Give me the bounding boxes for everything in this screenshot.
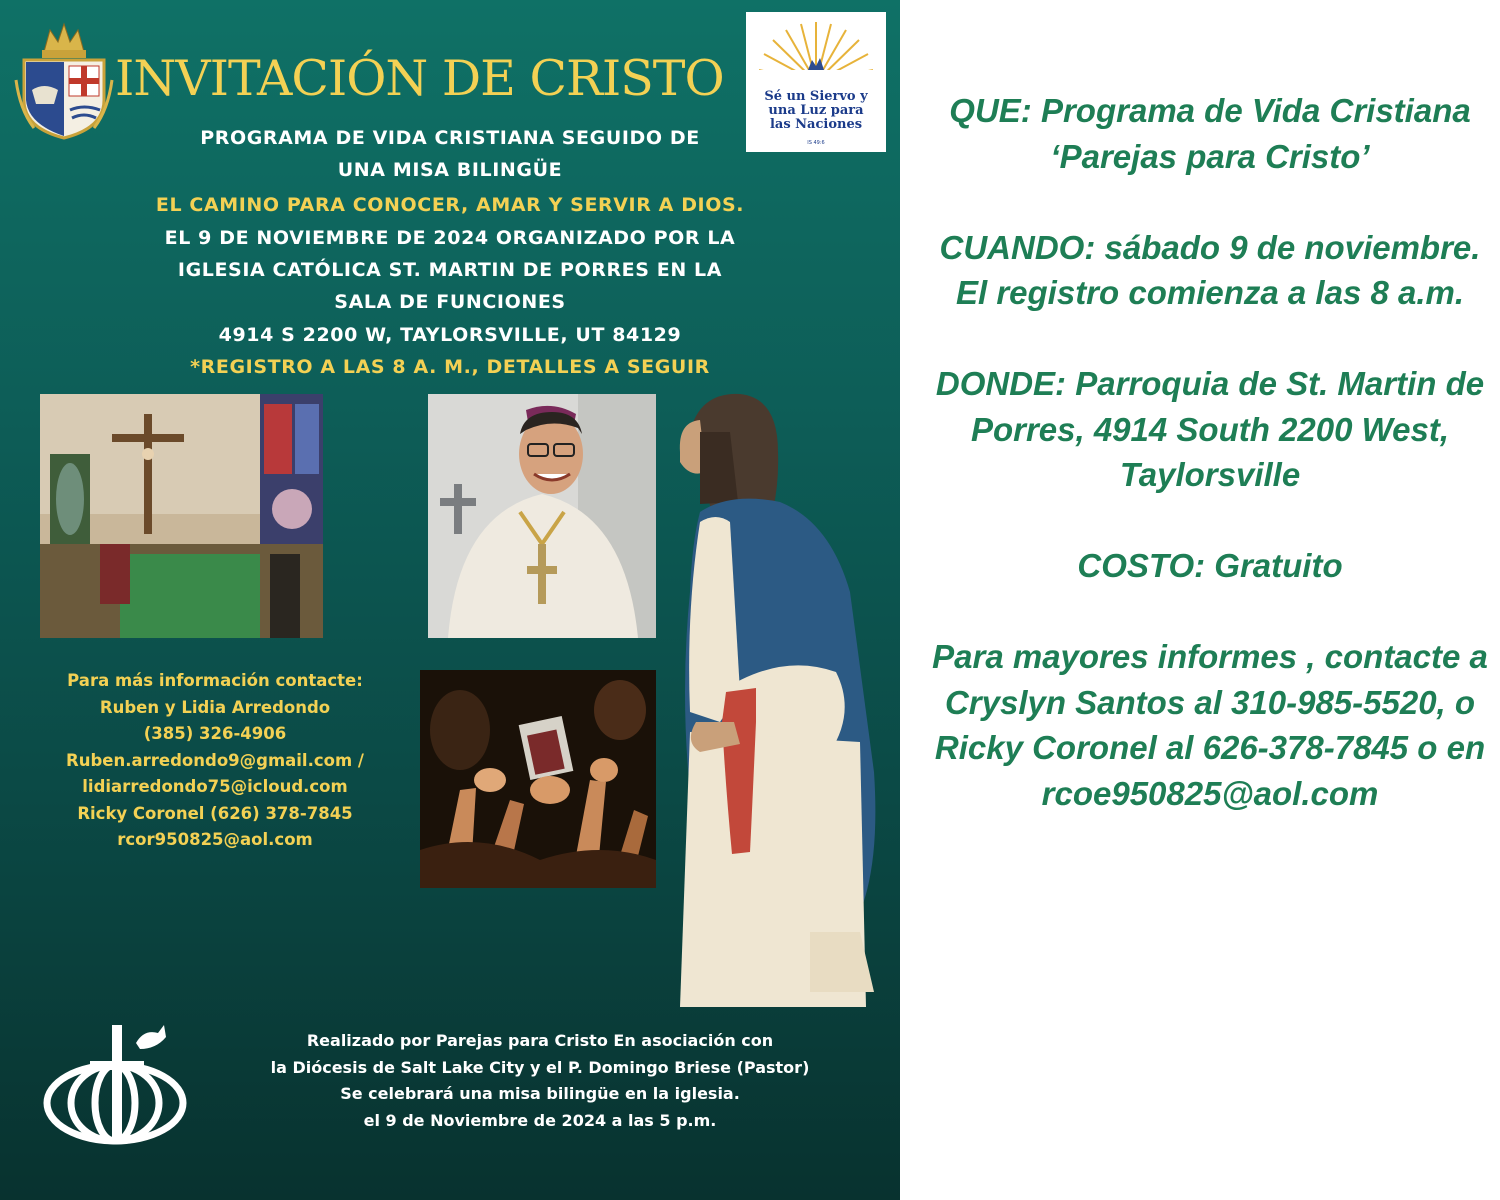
footer-line-3: Se celebrará una misa bilingüe en la iglesia. bbox=[340, 1084, 740, 1103]
church-interior-photo bbox=[40, 394, 323, 638]
worship-crowd-photo bbox=[420, 670, 656, 888]
header-line-3: EL CAMINO PARA CONOCER, AMAR Y SERVIR A DIOS. bbox=[155, 194, 745, 216]
jesus-illustration bbox=[660, 392, 900, 1007]
detail-costo: COSTO: Gratuito bbox=[1077, 547, 1343, 584]
detail-info: Para mayores informes , contacte a Cryslyn Santos al 310-985-5520, o Ricky Coronel al 626-378-7845 o en rcoe950825@aol.com bbox=[932, 638, 1488, 812]
contact-email-1: Ruben.arredondo9@gmail.com / bbox=[66, 750, 364, 770]
header-line-2: UNA MISA BILINGÜE bbox=[337, 159, 563, 181]
contact-ricky: Ricky Coronel (626) 378-7845 bbox=[77, 803, 353, 823]
header-line-1: PROGRAMA DE VIDA CRISTIANA SEGUIDO DE bbox=[200, 127, 700, 149]
footer-line-4: el 9 de Noviembre de 2024 a las 5 p.m. bbox=[363, 1110, 717, 1130]
detail-cuando: CUANDO: sábado 9 de noviembre. El registro comienza a las 8 a.m. bbox=[939, 228, 1481, 311]
bishop-portrait-photo bbox=[428, 394, 656, 638]
header-line-4: EL 9 DE NOVIEMBRE DE 2024 ORGANIZADO POR LA bbox=[164, 227, 736, 249]
detail-donde: DONDE: Parroquia de St. Martin de Porres, 4914 South 2200 West, Taylorsville bbox=[935, 365, 1485, 493]
header-line-8: *REGISTRO A LAS 8 A. M., DETALLES A SEGUIR bbox=[190, 356, 710, 378]
parejas-para-cristo-logo-icon bbox=[40, 1015, 190, 1145]
logo-line-3: las Naciones bbox=[769, 117, 863, 132]
logo-line-2: una Luz para bbox=[768, 103, 864, 118]
contact-heading: Para más información contacte: bbox=[67, 671, 363, 690]
event-details bbox=[930, 88, 1490, 862]
contact-email-2: lidiarredondo75@icloud.com bbox=[82, 777, 348, 796]
contact-email-3: rcor950825@aol.com bbox=[117, 830, 313, 849]
logo-reference: IS 49:6 bbox=[807, 140, 825, 146]
contact-name: Ruben y Lidia Arredondo bbox=[99, 697, 331, 717]
logo-line-1: Sé un Siervo y bbox=[764, 89, 868, 104]
contact-block bbox=[40, 668, 390, 854]
footer-line-1: Realizado por Parejas para Cristo En asociación con bbox=[306, 1031, 774, 1050]
header-line-6: SALA DE FUNCIONES bbox=[334, 291, 566, 313]
header-line-7: 4914 S 2200 W, TAYLORSVILLE, UT 84129 bbox=[218, 324, 682, 346]
detail-que: QUE: Programa de Vida Cristiana ‘Parejas para Cristo’ bbox=[949, 92, 1471, 175]
footer-text-block bbox=[200, 1028, 880, 1134]
footer-line-2: la Diócesis de Salt Lake City y el P. Domingo Briese (Pastor) bbox=[270, 1057, 810, 1077]
poster-title: INVITACIÓN DE CRISTO bbox=[115, 50, 724, 107]
header-line-5: IGLESIA CATÓLICA ST. MARTIN DE PORRES EN LA bbox=[177, 259, 723, 281]
contact-phone: (385) 326-4906 bbox=[143, 724, 287, 743]
